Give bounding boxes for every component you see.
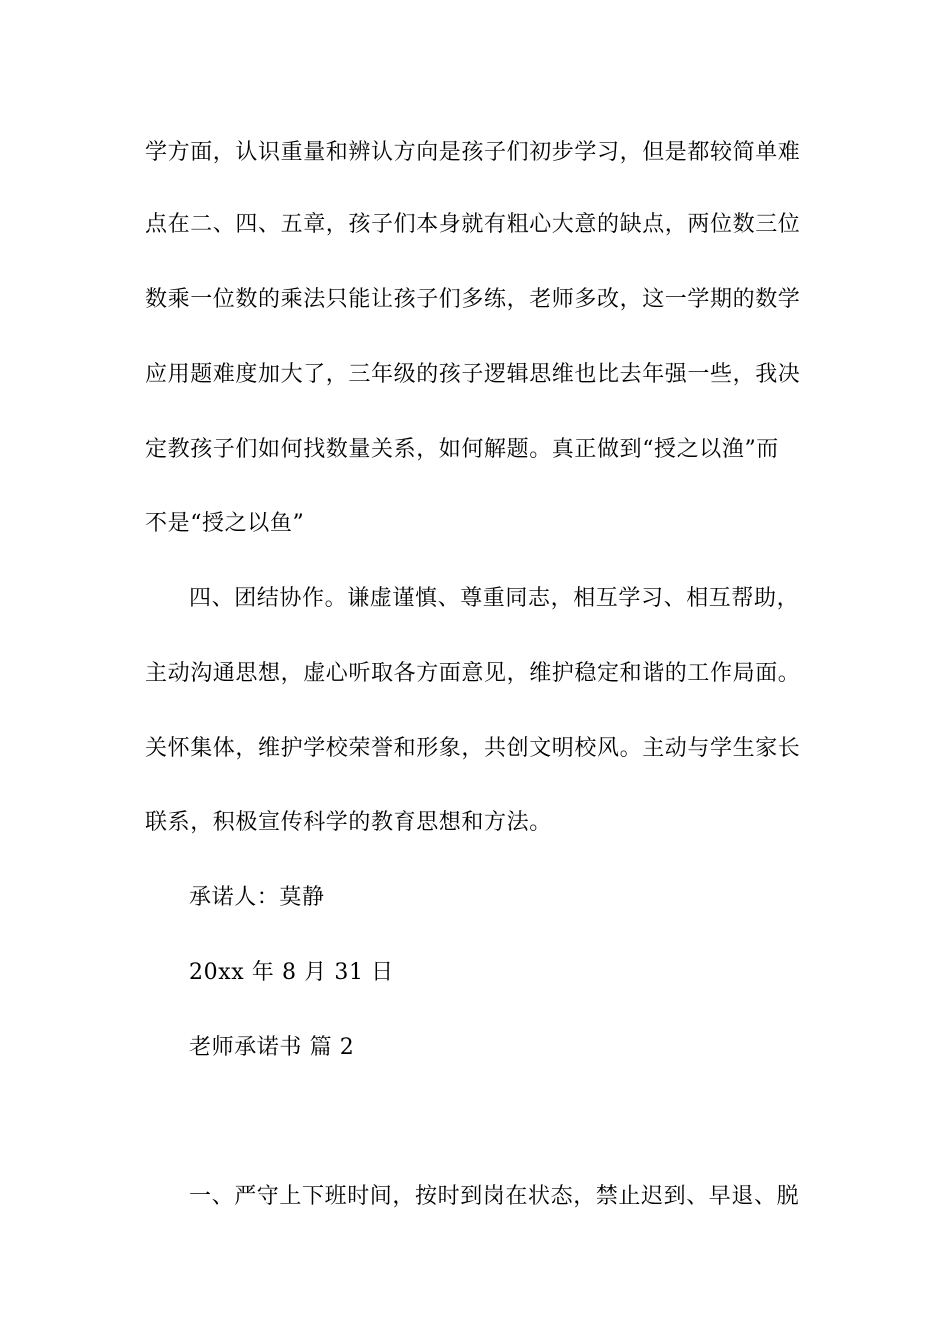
paragraph-line: 联系，积极宣传科学的教育思想和方法。 (145, 810, 552, 835)
paragraph-line: 主动沟通思想，虚心听取各方面意见，维护稳定和谐的工作局面。 (145, 661, 801, 686)
date-line: 20xx 年 8 月 31 日 (189, 960, 394, 985)
paragraph-line: 点在二、四、五章，孩子们本身就有粗心大意的缺点，两位数三位 (145, 212, 801, 237)
paragraph-line: 定教孩子们如何找数量关系，如何解题。真正做到“授之以渔”而 (145, 437, 779, 462)
paragraph-line: 学方面，认识重量和辨认方向是孩子们初步学习，但是都较简单难 (145, 140, 801, 165)
signatory-line: 承诺人：莫静 (189, 885, 325, 910)
paragraph-line: 数乘一位数的乘法只能让孩子们多练，老师多改，这一学期的数学 (145, 287, 801, 312)
section-title: 老师承诺书 篇 2 (189, 1035, 355, 1060)
paragraph-line: 不是“授之以鱼” (145, 511, 305, 536)
paragraph-line: 关怀集体，维护学校荣誉和形象，共创文明校风。主动与学生家长 (145, 736, 801, 761)
paragraph-line: 应用题难度加大了，三年级的孩子逻辑思维也比去年强一些，我决 (145, 362, 801, 387)
paragraph-line: 四、团结协作。谦虚谨慎、尊重同志，相互学习、相互帮助， (189, 586, 800, 611)
paragraph-line: 一、严守上下班时间，按时到岗在状态，禁止迟到、早退、脱 (189, 1184, 800, 1209)
